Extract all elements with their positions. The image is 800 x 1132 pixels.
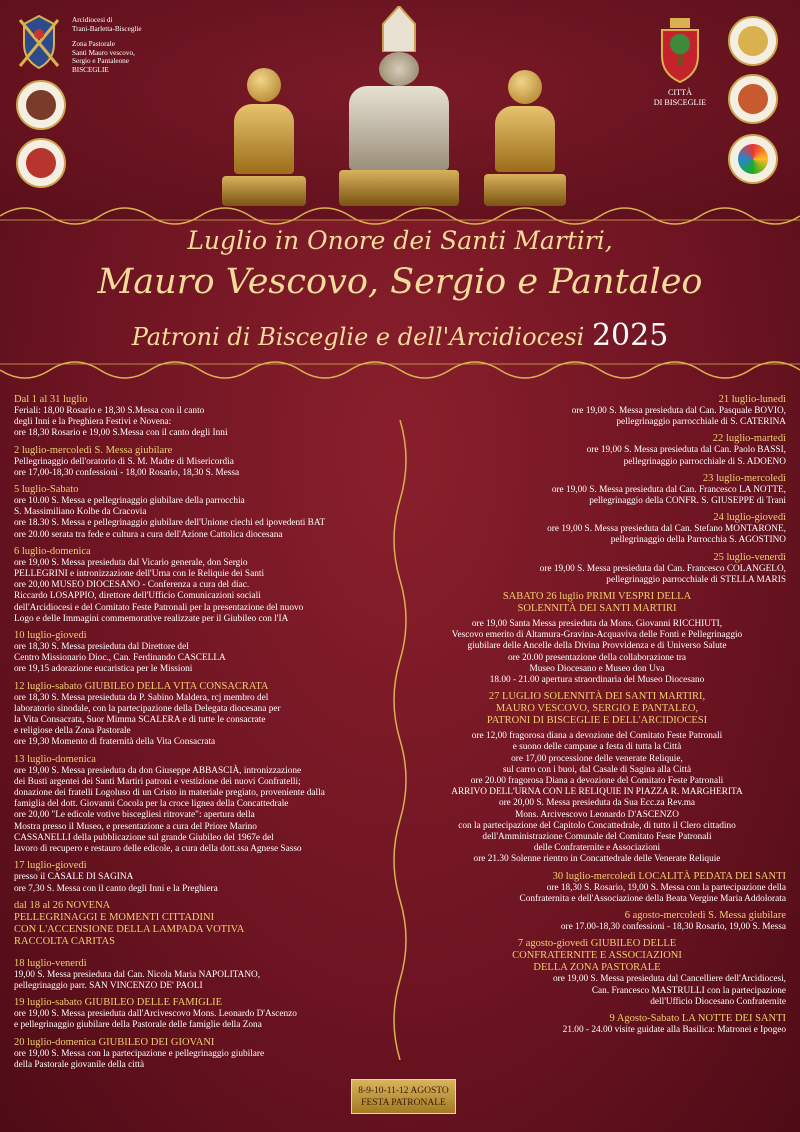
event-heading: 9 Agosto-Sabato LA NOTTE DEI SANTI [609,1012,786,1024]
event-item [408,591,786,686]
event-line: ore 20.00 fragorosa Diana a devozione del Comitato Feste Patronali [470,776,724,787]
event-line: pellegrinaggio parrocchiale di S. CATERINA [616,417,786,428]
event-line: con la partecipazione del Capitolo Concattedrale, di tutto il Clero cittadino [458,820,736,831]
middle-ornament-border [0,358,800,388]
event-line: ore 19,00 S. Messa presieduta dal Can. Francesco LA NOTTE, [551,484,786,495]
event-line: delle Confraternite e Associazioni [533,843,661,854]
event-heading: DELLA ZONA PASTORALE [533,962,661,974]
event-heading: 12 luglio-sabato GIUBILEO DELLA VITA CONSACRATA [14,680,269,692]
event-item [14,445,394,479]
event-line: e pellegrinaggio giubilare della Pastorale delle famiglie della Zona [14,1020,262,1031]
event-item [408,938,786,1008]
event-line: ore 19,00 S. Messa presieduta dal Can. Pasquale BOVIO, [571,406,786,416]
event-line: e suono delle campane a festa di tutta la Città [512,742,682,753]
event-line: ore 18,30 Rosario e 19,00 S.Messa con il canto degli Inni [14,428,228,439]
title-line-2: Mauro Vescovo, Sergio e Pantaleo [97,262,703,302]
event-heading: PATRONI DI BISCEGLIE E DELL'ARCIDIOCESI [486,715,708,727]
event-item [14,681,394,749]
title-line-3 [0,318,800,353]
event-line: ore 20.00 presentazione della collaborazione tra [507,652,687,663]
event-line: pellegrinaggio della CONFR. S. GIUSEPPE di Trani [589,496,786,507]
event-line: ore 20,00 MUSEO DIOCESANO - Conferenza a cura del diac. [14,580,250,591]
event-line: ore 19,00 S. Messa presieduta dal Can. Stefano MONTARONE, [547,524,786,535]
event-line: ore 19,00 Santa Messa presieduta da Mons. Giovanni RICCHIUTI, [471,619,723,630]
event-heading: 27 LUGLIO SOLENNITÀ DEI SANTI MARTIRI, [488,691,706,703]
event-heading: 7 agosto-giovedì GIUBILEO DELLE [517,938,677,950]
saint-pantaleo-statue [484,62,566,210]
event-line: ore 12,00 fragorosa diana a devozione del Comitato Feste Patronali [471,731,723,742]
event-line: Museo Diocesano e Museo don Uva [529,663,665,674]
event-line: ore 19,00 S. Messa presieduta dal Can. Paolo BASSI, [586,445,786,456]
mitre-icon [379,6,419,52]
event-item [408,691,786,865]
event-line: la Vita Consacrata, Suor Mimma SCALERA e di tutte le consacrate [14,715,266,726]
saint-mauro-statue [336,6,462,212]
event-heading: 23 luglio-mercoledì [702,472,786,484]
event-line: pellegrinaggio parrocchiale di S. ADOENO [623,456,786,467]
event-heading: 13 luglio-domenica [14,753,96,765]
event-line: pellegrinaggio della Parrocchia S. AGOSTINO [610,535,786,546]
event-line: ore 19,30 Momento di fraternità della Vita Consacrata [14,737,216,748]
event-heading: 30 luglio-mercoledì LOCALITÀ PEDATA DEI SANTI [552,870,786,882]
event-line: dell'Amministrazione Comunale del Comitato Feste Patronali [482,832,712,843]
city-label: CITTÀ DI BISCEGLIE [653,88,707,107]
event-heading: 17 luglio-giovedì [14,860,87,872]
event-line: degli Inni e la Preghiera Festivi e Novena: [14,417,172,428]
event-item [14,958,394,992]
event-heading: SOLENNITÀ DEI SANTI MARTIRI [517,603,677,615]
event-line: ore 7,30 S. Messa con il canto degli Inni e la Preghiera [14,883,218,894]
event-line: Mostra presso il Museo, e presentazione a cura del Priore Marino [14,821,257,832]
event-line: pellegrinaggio parrocchiale di STELLA MARIS [606,574,786,585]
event-heading: 6 agosto-mercoledì S. Messa giubilare [624,910,786,922]
event-line: S. Massimiliano Kolbe da Cracovia [14,507,147,518]
festa-patronale-box [351,1079,456,1114]
event-line: ore 18.30 S. Messa e pellegrinaggio giubilare dell'Unione ciechi ed ipovedenti BAT [14,518,326,529]
event-item [14,1037,394,1071]
event-line: Pellegrinaggio dell'oratorio di S. M. Madre di Misericordia [14,456,234,467]
event-heading: 10 luglio-giovedì [14,630,87,642]
event-heading: 25 luglio-venerdì [713,551,786,563]
archdiocese-coat-of-arms-icon [14,14,64,72]
event-line: ore 19,00 S. Messa con la partecipazione e pellegrinaggio giubilare [14,1048,265,1059]
papal-seal-icon [728,16,778,66]
event-line: dell'Ufficio Diocesano Confraternite [650,996,786,1007]
event-line: Confraternita e dell'Associazione della Beata Vergine Maria Addolorata [519,893,786,904]
event-heading: PELLEGRINAGGI E MOMENTI CITTADINI [14,911,215,923]
event-line: famiglia del dott. Giovanni Cocola per la croce lignea della Concattedrale [14,799,289,810]
event-line: CASSANELLI della pubblicazione sul grande Giubileo del 1967e del [14,832,274,843]
event-item [14,754,394,856]
event-line: ore 10.00 S. Messa e pellegrinaggio giubilare della parrocchia [14,496,245,507]
event-line: ore 17,00-18,30 confessioni - 18,00 Rosario, 18,30 S. Messa [14,467,240,478]
event-item [14,484,394,541]
festa-label: FESTA PATRONALE [361,1098,446,1108]
event-item [14,630,394,676]
title-line-1: Luglio in Onore dei Santi Martiri, [187,226,613,255]
event-line: ore 19,00 S. Messa presieduta da don Giuseppe ABBASCIÀ, intronizzazione [14,765,302,776]
event-item [408,433,786,467]
event-line: donazione dei fratelli Logoluso di un Cristo in materiale pregiato, proveniente dalla [14,788,325,799]
event-line: Riccardo LOSAPPIO, direttore dell'Ufficio Comunicazioni sociali [14,591,261,602]
event-line: ore 21.30 Solenne rientro in Concattedrale delle Venerate Reliquie [473,854,721,865]
event-line: laboratorio sinodale, con la partecipazione della Delegata diocesana per [14,703,281,714]
event-heading: 6 luglio-domenica [14,545,91,557]
event-heading: 18 luglio-venerdì [14,957,87,969]
event-line: giubilare delle Ancelle della Divina Provvidenza e di Universo Salute [467,641,727,652]
event-line: Can. Francesco MASTRULLI con la partecipazione [591,985,786,996]
event-heading: Dal 1 al 31 luglio [14,394,88,405]
event-line: dei Busti argentei dei Santi Martiri patroni e vestizione dei nuovi Confratelli; [14,776,301,787]
event-item [408,552,786,586]
event-line: lavoro di recupero e restauro delle edicole, a cura della dott.ssa Agnese Sasso [14,844,302,855]
diocese-label: Arcidiocesi di Trani-Barletta-Bisceglie [72,16,142,33]
event-line: ore 19,00 S. Messa presieduta dal Can. Francesco COLANGELO, [539,563,786,574]
zone-label: Zona Pastorale Santi Mauro vescovo, Sergio e Pantaleone BISCEGLIE [72,40,135,74]
event-heading: CON L'ACCENSIONE DELLA LAMPADA VOTIVA [14,923,245,935]
event-line: pellegrinaggio parr. SAN VINCENZO DE' PAOLI [14,980,203,991]
event-item [408,512,786,546]
event-item [408,394,786,428]
event-item [14,860,394,894]
event-line: ore 18,30 S. Rosario, 19,00 S. Messa con la partecipazione della [546,882,786,893]
event-line: ore 17.00-18,30 confessioni - 18,30 Rosario, 19,00 S. Messa [560,922,786,933]
event-line: della Pastorale giovanile della città [14,1059,145,1070]
top-ornament-border [0,196,800,226]
title-year: 2025 [591,318,669,353]
event-line: dell'Arcidiocesi e del Comitato Feste Patronali per la presentazione del nuovo [14,602,304,613]
event-item [14,997,394,1031]
event-line: ore 17,00 processione delle venerate Reliquie, [511,753,683,764]
event-item [408,1013,786,1036]
event-heading: SABATO 26 luglio PRIMI VESPRI DELLA [502,591,692,603]
header-banner [0,0,800,220]
event-line: Vescovo emerito di Altamura-Gravina-Acquaviva delle Fonti e Pellegrinaggio [451,630,743,641]
event-line: ore 18,30 S. Messa presieduta dal Direttore del [14,642,189,653]
event-heading: 20 luglio-domenica GIUBILEO DEI GIOVANI [14,1036,215,1048]
event-line: sul carro con i buoi, dal Casale di Sagina alla Città [502,764,692,775]
title-patroni: Patroni di Bisceglie e dell'Arcidiocesi [131,323,585,351]
event-line: Centro Missionario Dioc., Can. Ferdinando CASCELLA [14,653,226,664]
event-heading: 19 luglio-sabato GIUBILEO DELLE FAMIGLIE [14,997,223,1009]
event-line: ore 20,00 "Le edicole votive biscegliesi ritrovate": apertura della [14,810,255,821]
festa-dates: 8-9-10-11-12 AGOSTO [358,1086,449,1096]
event-line: ore 19,00 S. Messa presieduta dal Vicario generale, don Sergio [14,557,248,568]
event-heading: 21 luglio-lunedì [718,394,786,405]
museum-seal-icon [728,74,778,124]
event-item [408,910,786,933]
event-line: ore 19,00 S. Messa presieduta dall'Arcivescovo Mons. Leonardo D'Ascenzo [14,1009,297,1020]
event-line: PELLEGRINI e intronizzazione dell'Urna con le Reliquie dei Santi [14,569,265,580]
event-item [408,473,786,507]
event-line: ARRIVO DELL'URNA CON LE RELIQUIE IN PIAZZA R. MARGHERITA [451,787,743,798]
right-events-column [408,394,786,1041]
event-line: ore 18,30 S. Messa presieduta da P. Sabino Maldera, rcj membro del [14,692,269,703]
jubilee-logo-icon [728,134,778,184]
event-heading: 5 luglio-Sabato [14,484,79,496]
event-line: 21.00 - 24.00 visite guidate alla Basilica: Matronei e Ipogeo [562,1024,786,1035]
event-heading: 24 luglio-giovedì [713,512,786,524]
event-heading: MAURO VESCOVO, SERGIO E PANTALEO, [495,703,699,715]
event-item [14,394,394,440]
left-events-column [14,394,394,1076]
event-line: Feriali: 18,00 Rosario e 18,30 S.Messa con il canto [14,406,205,416]
parish-seal-icon [16,138,66,188]
zone-seal-icon [16,80,66,130]
event-line: Logo e delle Immagini commemorative realizzate per il Giubileo con l'IA [14,613,289,624]
event-line: ore 20.00 serata tra fede e cultura a cura dell'Azione Cattolica diocesana [14,529,283,540]
event-heading: CONFRATERNITE E ASSOCIAZIONI [512,950,682,962]
event-item [14,546,394,625]
event-line: ore 20,00 S. Messa presieduta da Sua Ecc.za Rev.ma [498,798,696,809]
event-line: ore 19,00 S. Messa presieduta dal Cancelliere dell'Arcidiocesi, [553,974,786,985]
saint-sergio-statue [222,60,306,210]
event-line: e religiose della Zona Pastorale [14,726,131,737]
event-line: 18.00 - 21.00 apertura straordinaria del Museo Diocesano [489,675,705,686]
event-heading: 2 luglio-mercoledì S. Messa giubilare [14,444,173,456]
event-item [14,900,394,948]
event-line: 19,00 S. Messa presieduta dal Can. Nicola Maria NAPOLITANO, [14,969,261,980]
event-line: Mons. Arcivescovo Leonardo D'ASCENZO [515,809,679,820]
event-line: presso il CASALE DI SAGINA [14,872,134,883]
event-heading: 22 luglio-martedì [712,433,786,445]
event-line: ore 19,15 adorazione eucaristica per le Missioni [14,664,193,675]
event-heading: dal 18 al 26 NOVENA [14,899,111,911]
event-item [408,871,786,905]
event-heading: RACCOLTA CARITAS [14,935,115,947]
city-coat-of-arms-icon [654,16,706,84]
